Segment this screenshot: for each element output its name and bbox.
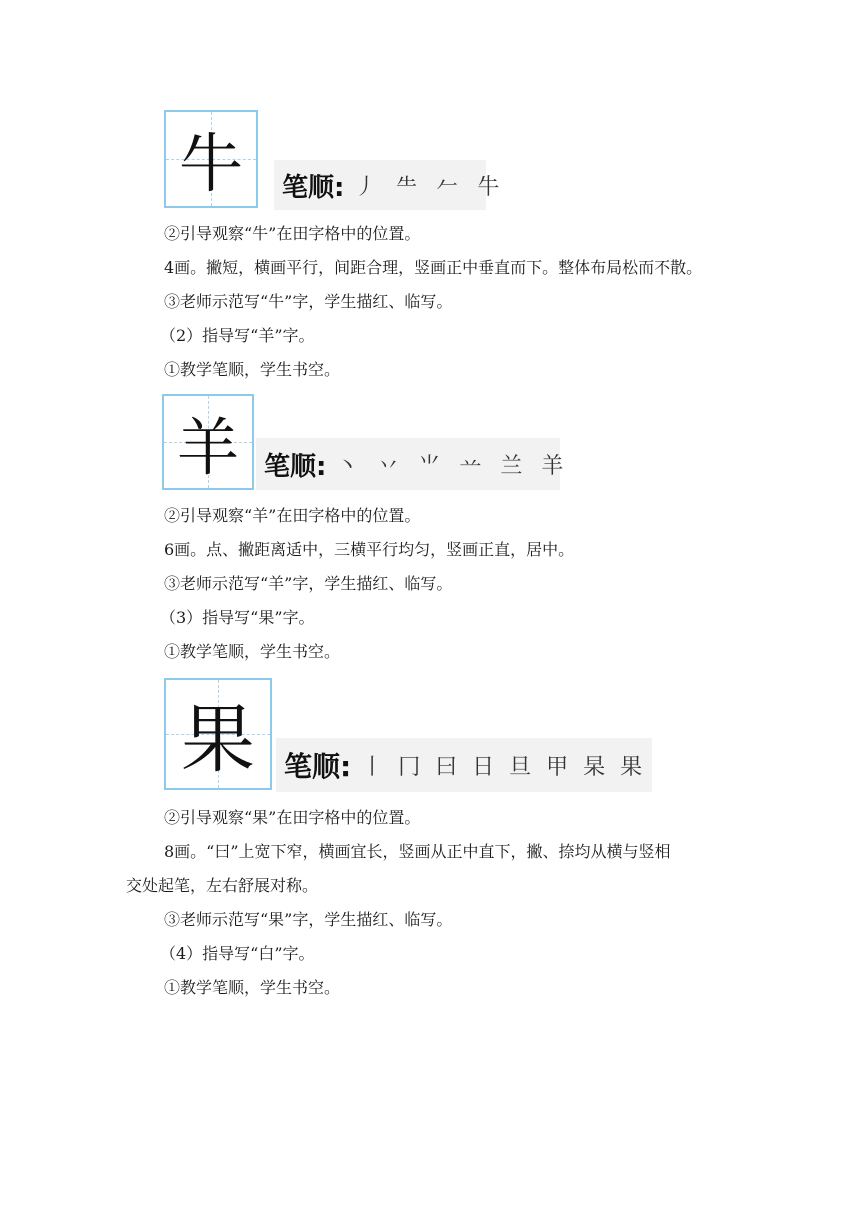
stroke-order-strip-guo [276, 738, 652, 792]
character-yang: 羊 [176, 410, 239, 484]
text-line: ①教学笔顺，学生书空。 [164, 978, 341, 997]
tianzige-grid-yang [162, 394, 254, 490]
stroke-order-steps: 丶 丷 ⺌ 䒑 兰 羊 [336, 453, 570, 479]
stroke-order-steps: 丨 冂 曰 日 旦 甲 杲 果 [361, 754, 647, 780]
text-line: ②引导观察“果”在田字格中的位置。 [164, 808, 421, 827]
text-line: ①教学笔顺，学生书空。 [164, 642, 341, 661]
text-line: ①教学笔顺，学生书空。 [164, 360, 341, 379]
character-guo: 果 [181, 697, 255, 783]
stroke-order-strip-niu [274, 160, 506, 210]
text-line: ②引导观察“牛”在田字格中的位置。 [164, 224, 421, 243]
stroke-order-strip-yang [256, 438, 570, 490]
text-line: 6画。点、撇距离适中，三横平行均匀，竖画正直，居中。 [164, 540, 575, 559]
character-niu: 牛 [179, 128, 243, 202]
text-line: ③老师示范写“牛”字，学生描红、临写。 [164, 292, 453, 311]
stroke-order-label: 笔顺: [284, 750, 352, 783]
text-line: ②引导观察“羊”在田字格中的位置。 [164, 506, 421, 525]
text-line: （4）指导写“白”字。 [160, 944, 315, 963]
text-line: （3）指导写“果”字。 [160, 608, 315, 627]
stroke-order-steps: 丿 ⺧ 𠂉 牛 [354, 174, 506, 200]
text-line: 8画。“曰”上宽下窄，横画宜长，竖画从正中直下，撇、捺均从横与竖相 [164, 842, 671, 861]
text-line: （2）指导写“羊”字。 [160, 326, 315, 345]
tianzige-grid-guo [164, 678, 272, 790]
text-line: ③老师示范写“羊”字，学生描红、临写。 [164, 574, 453, 593]
text-line: 4画。撇短，横画平行，间距合理，竖画正中垂直而下。整体布局松而不散。 [164, 258, 703, 277]
text-line: 交处起笔，左右舒展对称。 [126, 876, 319, 895]
tianzige-grid-niu [164, 110, 258, 208]
stroke-order-label: 笔顺: [282, 172, 345, 203]
stroke-order-label: 笔顺: [264, 451, 327, 482]
text-line: ③老师示范写“果”字，学生描红、临写。 [164, 910, 453, 929]
